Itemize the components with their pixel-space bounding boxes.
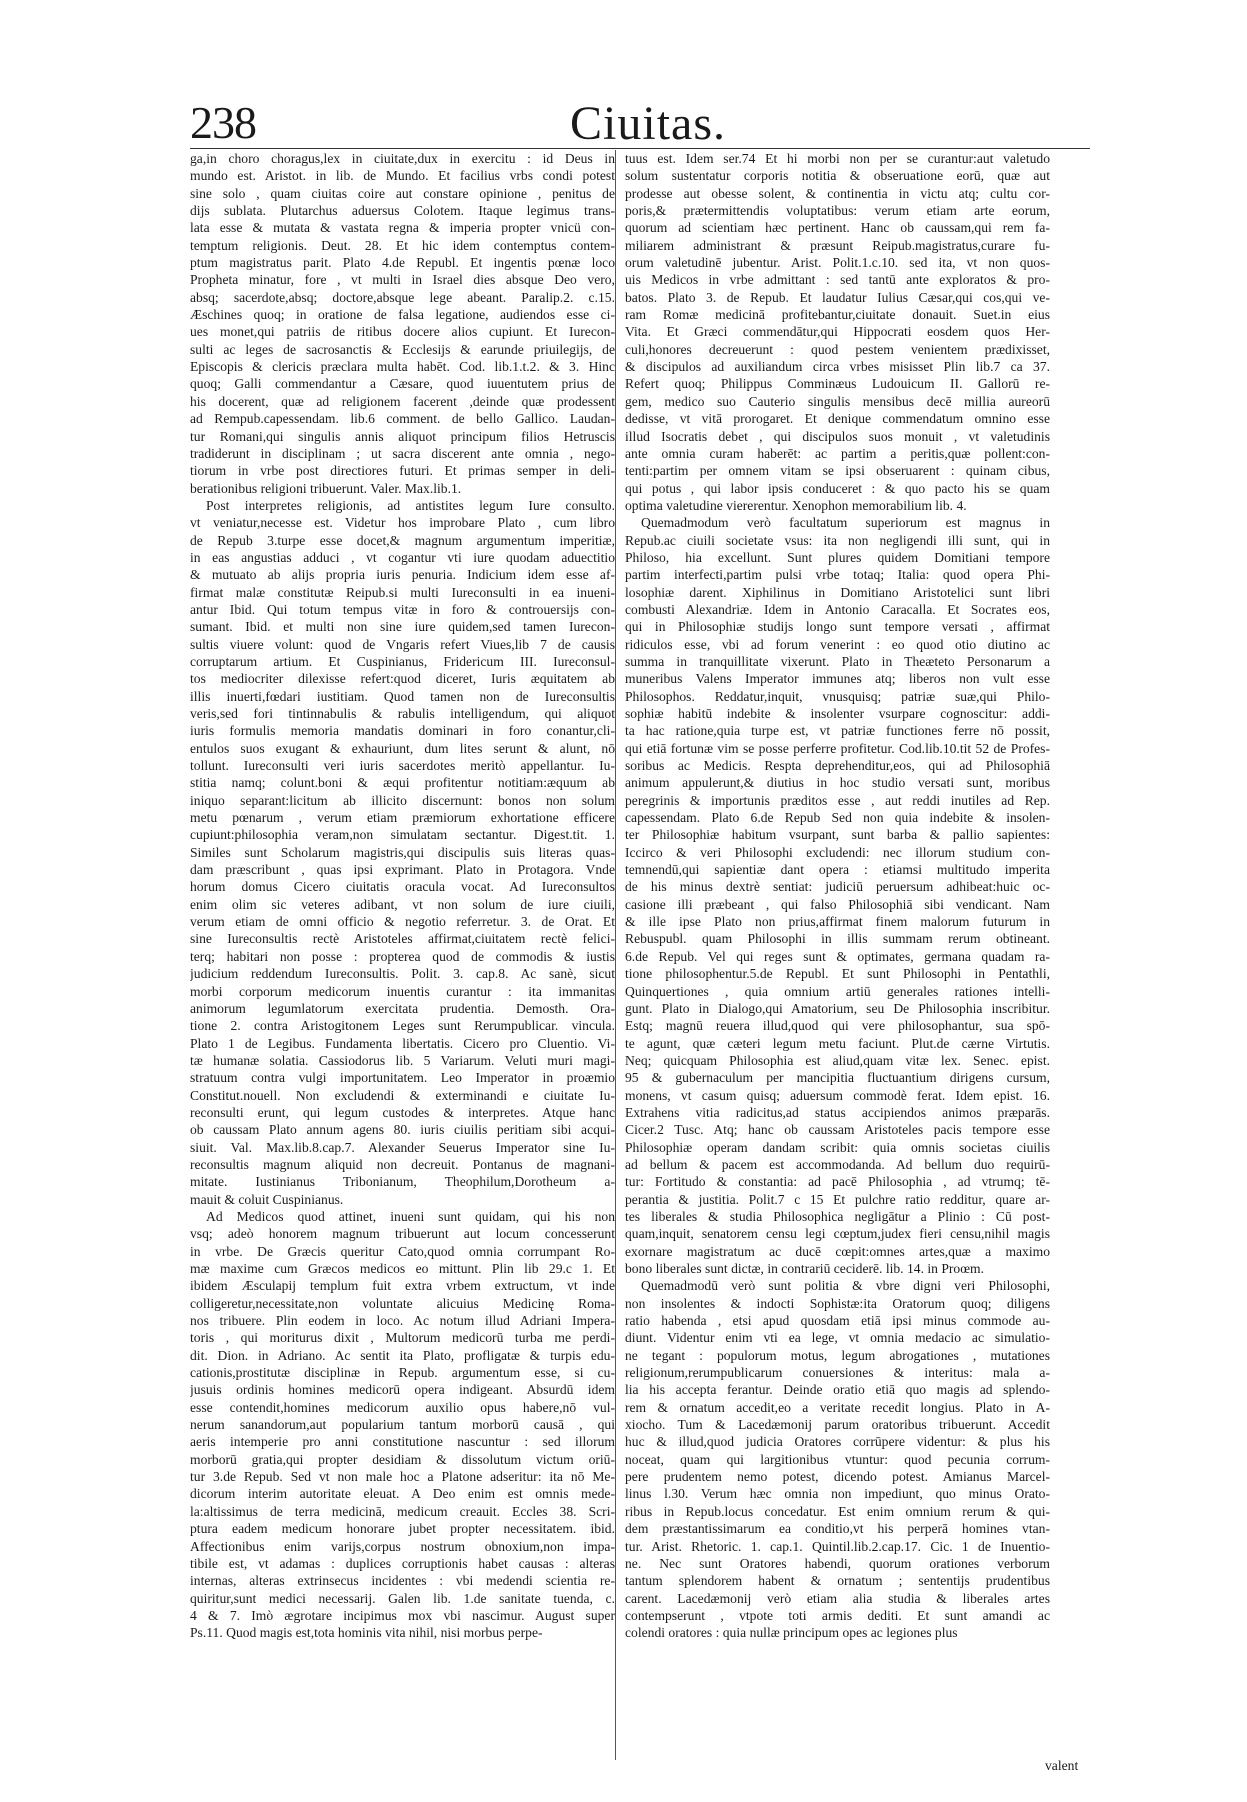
text-line: 4 & 7. Imò ægrotare incipimus mox vbi nascimur. August super <box>190 1607 615 1623</box>
text-line: Similes sunt Scholarum magistris,qui discipulis suis literas quas- <box>190 844 615 860</box>
text-line: reconsultis magnum aliquid non decreuit. Pontanus de magnani- <box>190 1156 615 1172</box>
text-line: sumant. Ibid. et multi non sine iure quidem,sed tamen Iurecon- <box>190 619 615 635</box>
text-line: batos. Plato 3. de Repub. Et laudatur Iulius Cæsar,qui cos,qui ve- <box>625 289 1050 305</box>
text-line: sophiæ habitū indebite & insolenter vsurpare cognoscitur: addi- <box>625 706 1050 721</box>
text-line: losophiæ darent. Xiphilinus in Domitiano Aristotelici sunt libri <box>625 584 1050 600</box>
text-line: colligeretur,necessitate,non voluntate alicuius Medicinę Roma- <box>190 1295 615 1311</box>
text-line: Vita. Et Græci commendātur,qui Hippocrati eosdem quos Her- <box>625 324 1050 340</box>
text-line: dam præscribunt , quas ipsi exprimant. Plato in Protagora. Vnde <box>190 862 615 878</box>
text-line: jusuis ordinis homines medicorū opera indigeant. Absurdū idem <box>190 1382 615 1398</box>
text-line: qui in Philosophiæ studijs longo sunt tempore versati , affirmat <box>625 619 1050 635</box>
text-line: miliarem administrant & præsunt Reipub.magistratus,curare fu- <box>625 237 1050 253</box>
text-line: orum valetudinē jubentur. Arist. Polit.1.c.10. sed ita, vt non quos- <box>625 255 1050 271</box>
text-line: antur Ibid. Qui totum tempus vitæ in foro & controuersijs con- <box>190 601 615 617</box>
text-line: ram Romæ medicinā profitebantur,ciuitate donauit. Suet.in eius <box>625 307 1050 323</box>
text-line: qui potus , qui labor ipsis conduceret : & quo pacto his se quam <box>625 480 1050 496</box>
text-line: tur. Arist. Rhetoric. 1. cap.1. Quintil.lib.2.cap.17. Cic. 1 de Inuentio- <box>625 1538 1050 1554</box>
text-line: tiorum in vrbe post directiores futuri. Et primas semper in deli- <box>190 463 615 479</box>
text-line: enim olim sic veteres adibant, vt non solum de iure ciuili, <box>190 896 615 912</box>
text-line: Quemadmodum verò facultatum superiorum est magnus in <box>641 515 1050 531</box>
text-line: tes liberales & studia Philosophica negligātur a Plinio : Cū post- <box>625 1208 1050 1224</box>
text-line: quorum ad scientiam hæc pertinent. Hanc ob caussam,qui rem fa- <box>625 220 1050 236</box>
text-line: lia his accepta ferantur. Deinde oratio etiā quo magis ad splendo- <box>625 1382 1050 1398</box>
text-line: toris , qui moriturus dixit , Multorum medicorū turba me perdi- <box>190 1330 615 1346</box>
text-line: Rebuspubl. quam Philosophi in illis summam rerum obtineant. <box>625 931 1050 947</box>
text-line: capessendam. Plato 6.de Repub Sed non quia indebite & insolen- <box>625 810 1050 826</box>
text-line: cupiunt:philosophia veram,non simulatam sectantur. Digest.tit. 1. <box>190 827 615 843</box>
text-line: morborū gratia,qui propter desidiam & dissolutum victum oriū- <box>190 1451 615 1467</box>
text-line: diunt. Videntur enim vti ea lege, vt omnia medacio ac simulatio- <box>625 1330 1050 1346</box>
text-line: in vrbe. De Græcis queritur Cato,quod omnia corrumpant Ro- <box>190 1243 615 1259</box>
text-line: solum sustentatur corporis notitia & obseruatione eorū, quæ aut <box>625 168 1050 184</box>
text-line: illud Isocratis debet , qui discipulos suos monuit , vt valetudinis <box>625 428 1050 444</box>
text-line: exornare magistratum ac ducē cœpit:omnes artes,quæ a maximo <box>625 1243 1050 1259</box>
text-line: dicorum interim autoritate eleuat. A Deo enim est omnis mede- <box>190 1486 615 1502</box>
text-line: vt veniatur,necesse est. Videtur hos improbare Plato , cum libro <box>190 515 615 531</box>
text-line: sine Iureconsultis rectè Aristoteles affirmat,ciuitatem rectè felici- <box>190 931 615 947</box>
text-line: tur: Fortitudo & constantia: ad pacē Philosophia , ad vtrumq; tē- <box>625 1174 1050 1190</box>
text-line: veris,sed fori tintinnabulis & rabulis intelligendum, qui aliquot <box>190 706 615 721</box>
text-line: tuus est. Idem ser.74 Et hi morbi non per se curantur:aut valetudo <box>625 151 1050 166</box>
text-line: mauit & coluit Cuspinianus. <box>190 1191 344 1207</box>
text-line: la:altissimus de terra medicinā, medicum creauit. Eccles 38. Scri- <box>190 1503 615 1519</box>
text-line: quam,inquit, senatorem censu legi cœptum,judex fieri censu,nihil magis <box>625 1226 1050 1242</box>
text-line: ribus in Repub.locus concedatur. Est enim omnium rerum & qui- <box>625 1503 1050 1519</box>
text-line: in eas angustias adduci , vt cogantur vti iure quodam aduectitio <box>190 549 615 565</box>
text-line: lata esse & mutata & vastata regna & imperia propter vnicü con- <box>190 220 615 236</box>
text-line: iuris formulis memoria mandatis dominari in foro conantur,cli- <box>190 723 615 739</box>
text-line: ne tegant : populorum motus, legum abrogationes , mutationes <box>625 1347 1050 1363</box>
text-line: gunt. Plato in Dialogo,qui Amatorium, seu De Philosophia inscribitur. <box>625 1000 1050 1016</box>
text-line: stratuum contra vulgi importunitatem. Leo Imperator in proæmio <box>190 1070 615 1086</box>
text-line: combusti Alexandriæ. Idem in Antonio Caracalla. Et Socrates eos, <box>625 601 1050 617</box>
text-line: vsq; adeò honorem magnum tribuerunt aut locum concesserunt <box>190 1226 615 1242</box>
text-line: Episcopis & clericis præclara multa habēt. Cod. lib.1.t.2. & 3. Hinc <box>190 359 615 375</box>
text-line: cationis,prostitutæ disciplinæ in Repub. argumentum esse, si cu- <box>190 1365 615 1381</box>
page-header <box>190 96 1090 156</box>
text-line: absq; sacerdote,absq; doctore,absque lege abeant. Paralip.2. c.15. <box>190 289 615 305</box>
text-line: ter Philosophiæ habitum vsurpant, sunt barba & pallio sapientes: <box>625 827 1050 843</box>
text-line: quoq; Galli commendantur a Cæsare, quod iuuentutem prius de <box>190 376 615 392</box>
text-line: mitate. Iustinianus Tribonianum, Theophilum,Dorotheum a- <box>190 1174 615 1190</box>
text-line: animum appulerunt,& diutius in hoc studio versati sunt, moribus <box>625 775 1050 791</box>
text-line: ante omnia curam haberēt: ac partim a peritis,quæ pollent:con- <box>625 445 1050 461</box>
text-line: Neq; quicquam Philosophia est aliud,quam vitæ lex. Senec. epist. <box>625 1052 1050 1068</box>
text-line: xiocho. Tum & Lacedæmonij parum oratoribus tribuerunt. Accedit <box>625 1417 1050 1433</box>
text-line: tur 3.de Repub. Sed vt non male hoc a Platone adseritur: ita nō Me- <box>190 1469 615 1485</box>
text-line: tione philosophentur.5.de Republ. Et sunt Philosophi in Pentathli, <box>625 966 1050 982</box>
right-column <box>625 150 1050 1760</box>
text-line: metu pœnarum , verum etiam præmiorum exhortatione efficere <box>190 810 615 826</box>
text-line: ptura eadem medicum honorare jubet propter necessitatem. ibid. <box>190 1521 615 1537</box>
text-line: ibidem Æsculapij templum fuit extra vrbem extructum, vt inde <box>190 1278 615 1294</box>
text-line: internas, alteras extrinsecus incidentes : vbi medendi scientia re- <box>190 1573 615 1589</box>
text-line: ad bellum & pacem est accommodanda. Ad bellum duo requirū- <box>625 1156 1050 1172</box>
text-line: Refert quoq; Philippus Comminæus Ludouicum II. Gallorū re- <box>625 376 1050 392</box>
text-line: ne. Nec sunt Oratores habendi, quorum orationes verborum <box>625 1555 1050 1571</box>
text-line: iniquo separant:licitum ab illicito discernunt: bonos non solum <box>190 792 615 808</box>
text-line: monens, vt casum quisq; aduersum commodè ferat. Idem epist. 16. <box>625 1087 1050 1103</box>
text-line: tollunt. Iureconsulti veri iuris sacerdotes meritò appellantur. Iu- <box>190 758 615 774</box>
text-line: mundo est. Aristot. in lib. de Mundo. Et facilius vrbs condi potest <box>190 168 615 184</box>
text-line: perantia & justitia. Polit.7 c 15 Et pulchre ratio redditur, quare ar- <box>625 1191 1050 1207</box>
text-line: linus l.30. Verum hæc omnia non impediunt, quo minus Orato- <box>625 1486 1050 1502</box>
text-line: his docerent, quæ ad religionem facerent ,deinde quæ prodessent <box>190 393 615 409</box>
text-line: Iccirco & veri Philosophi excludendi: nec illorum studium con- <box>625 844 1050 860</box>
text-line: soribus ac Medicis. Respta deprehenditur,eos, qui ad Philosophiā <box>625 758 1050 774</box>
text-line: ridiculos esse, vbi ad forum venerint : eo quod otio diutino ac <box>625 636 1050 652</box>
text-line: Affectionibus enim varijs,corpus nostrum obnoxium,non impa- <box>190 1538 615 1554</box>
text-line: tos mediocriter dilexisse refert:quod diceret, Iuris æquitatem ab <box>190 671 615 687</box>
header-rule <box>190 148 1090 149</box>
text-line: muneribus Valens Imperator immunes atq; liberos non vult esse <box>625 671 1050 687</box>
text-line: tenti:partim per omnem vitam se ipsi obseruarent : quinam cibus, <box>625 463 1050 479</box>
text-line: carent. Lacedæmonij verò etiam alia studia & liberales artes <box>625 1590 1050 1606</box>
running-head: Ciuitas. <box>570 97 727 150</box>
text-line: tione 2. contra Aristogitonem Leges sunt Rerumpublicar. vincula. <box>190 1018 615 1034</box>
text-line: poris,& prætermittendis voluptatibus: verum etiam arte eorum, <box>625 203 1050 219</box>
text-line: nerum sanandorum,aut popularium tantum morborū causā , qui <box>190 1417 615 1433</box>
text-line: ues monet,qui patriis de ritibus docere alios cupiunt. Et Iurecon- <box>190 324 615 340</box>
text-line: Propheta minatur, fore , vt multi in Israel dies absque Deo vero, <box>190 272 615 288</box>
text-line: pere prudentem nemo potest, dicendo potest. Amianus Marcel- <box>625 1469 1050 1485</box>
text-line: Post interpretes religionis, ad antistites legum Iure consulto. <box>206 497 615 513</box>
text-line: dem præstantissimarum ea conditio,vt his perperā homines vtan- <box>625 1521 1050 1537</box>
text-line: summa in tranquillitate vixerunt. Plato in Theæteto Personarum a <box>625 653 1050 669</box>
text-line: partim interfecti,partim pulsi vrbe totaq; Italia: quod opera Phi- <box>625 567 1050 583</box>
text-line: ratio habenda , etsi apud quosdam etiā ipsi minus commode au- <box>625 1313 1050 1329</box>
text-line: Repub.ac ciuili societate vsus: ita non negligendi illi sunt, qui in <box>625 532 1050 548</box>
text-line: morbi corporum medicorum inuentis curantur : ita immanitas <box>190 983 615 999</box>
text-line: culi,honores decreuerunt : quod pestem venientem prædixisset, <box>625 341 1050 357</box>
text-line: 95 & gubernaculum per mancipitia fluctuantium dirigens cursum, <box>625 1070 1050 1086</box>
text-line: rem & ornatum accedit,eo a veritate recedit longius. Plato in A- <box>625 1399 1050 1415</box>
text-line: Æschines quoq; in oratione de falsa legatione, audiendos esse ci- <box>190 307 615 323</box>
text-line: sine solo , quam ciuitas coire aut constare opinione , penitus de <box>190 185 615 201</box>
text-line: de Repub 3.turpe esse docet,& magnum argumentum imperitiæ, <box>190 532 615 548</box>
page-number: 238 <box>190 97 256 148</box>
text-line: stitia namq; colunt.boni & æqui profitentur notitiam:æquum ab <box>190 775 615 791</box>
text-line: Cicer.2 Tusc. Atq; hanc ob caussam Aristoteles pacis tempore esse <box>625 1122 1050 1138</box>
text-line: dedisse, vt vitā prorogaret. Et denique commendatum omnino esse <box>625 411 1050 427</box>
text-line: 6.de Repub. Vel qui reges sunt & optimates, germana quadam ra- <box>625 948 1050 964</box>
text-line: temnendū,qui sapientiæ dant opera : etiamsi multitudo imperita <box>625 862 1050 878</box>
text-line: dijs sublata. Plutarchus aduersus Colotem. Itaque legimus trans- <box>190 203 615 219</box>
text-line: mæ maxime cum Græcos medicos eo mittunt. Plin lib 29.c 1. Et <box>190 1261 615 1276</box>
text-line: verum etiam de omni officio & negotio referretur. 3. de Orat. Et <box>190 914 615 930</box>
text-line: aeris intemperie pro anni constitutione nascuntur : sed illorum <box>190 1434 615 1450</box>
text-line: uis Medicos in vrbe admittant : sed tantū ante exploratos & pro- <box>625 272 1050 288</box>
text-line: noceat, quam qui largitionibus vtuntur: quod pecunia corrum- <box>625 1451 1050 1467</box>
text-line: berationibus religioni tribuerunt. Valer. Max.lib.1. <box>190 480 462 496</box>
text-line: & mutuato ab alijs propria iuris penuria. Indicium idem esse af- <box>190 567 615 583</box>
text-line: sultis viuere volunt: quod de Vngaris refert Viues,lib 7 de causis <box>190 636 615 652</box>
text-line: tur Romani,qui singulis annis aliquot principum filios Hetruscis <box>190 428 615 444</box>
text-line: religionum,rerumpublicarum conuersiones & interitus: mala a- <box>625 1365 1050 1381</box>
text-line: horum domus Cicero ciuitatis oracula vocat. Ad Iureconsultos <box>190 879 615 895</box>
text-line: Quemadmodū verò sunt politia & vbre digni veri Philosophi, <box>641 1278 1050 1294</box>
text-line: esse contendit,homines medicorum auxilio opus habere,nō vul- <box>190 1399 615 1415</box>
text-line: nos tribuere. Plin eodem in loco. Ac notum illud Adriani Impera- <box>190 1313 615 1329</box>
left-column <box>190 150 615 1760</box>
text-line: sulti ac leges de sacrosanctis & Ecclesijs & earunde priuilegijs, de <box>190 341 615 357</box>
catchword: valent <box>1045 1758 1079 1773</box>
text-line: ta hac ratione,quia turpe est, vt patriæ functiones ferre nō possit, <box>625 723 1050 739</box>
text-line: Philosophos. Reddatur,inquit, vnusquisq; patriæ suæ,qui Philo- <box>625 688 1050 704</box>
text-line: Constitut.nouell. Non excludendi & exterminandi e ciuitate Iu- <box>190 1087 615 1103</box>
text-line: optima valetudine viererentur. Xenophon memorabilium lib. 4. <box>625 497 967 513</box>
text-line: Ad Medicos quod attinet, inueni sunt quidam, qui his non <box>206 1208 615 1224</box>
text-line: quiritur,sunt medici necessarij. Galen lib. 1.de sanitate tuenda, c. <box>190 1590 615 1606</box>
text-line: Philosophiæ operam dandam scribit: quia omnis societas ciuilis <box>625 1139 1050 1155</box>
text-line: dit. Dion. in Adriano. Ac sentit ita Plato, profligatæ & turpis edu- <box>190 1347 615 1363</box>
column-divider <box>615 150 616 1760</box>
text-line: Ps.11. Quod magis est,tota hominis vita nihil, nisi morbus perpe- <box>190 1625 543 1641</box>
text-line: colendi oratores : quia nullæ principum opes ac legiones plus <box>625 1625 958 1641</box>
text-line: Plato 1 de Legibus. Fundamenta libertatis. Cicero pro Cluentio. Vi- <box>190 1035 615 1051</box>
text-line: reconsulti erunt, qui legum custodes & interpretes. Atque hanc <box>190 1104 615 1120</box>
text-line: & discipulos ad auxiliandum circa vrbes misisset Plin lib.7 ca 37. <box>625 359 1050 375</box>
text-line: Estq; magnū reuera illud,quod qui vere philosophantur, sua spō- <box>625 1018 1050 1034</box>
text-line: Quinquertiones , quia omnium artiū generales rationes intelli- <box>625 983 1050 999</box>
text-line: temptum religionis. Deut. 28. Et hic idem contemptus contem- <box>190 237 615 253</box>
text-line: entulos suos exugant & exhauriunt, dum lites serunt & alunt, nō <box>190 740 615 756</box>
text-line: non insolentes & indocti Sophistæ:ita Oratorum quoq; diligens <box>625 1295 1050 1311</box>
text-line: tantum splendorem habent & ornatum ; sententijs prudentibus <box>625 1573 1050 1589</box>
text-line: casione illi præbeant , qui falso Philosophiā sibi vendicant. Nam <box>625 896 1050 912</box>
text-line: judicium reddendum Iureconsultis. Polit. 3. cap.8. Ac sanè, sicut <box>190 966 615 982</box>
text-line: tibile est, vt adamas : duplices corruptionis habet causas : alteras <box>190 1555 615 1571</box>
text-line: firmat malæ constitutæ Reipub.si multi Iureconsulti in ea inueni- <box>190 584 615 600</box>
text-line: qui etiā fortunæ vim se posse perferre profitetur. Cod.lib.10.tit 52 de Profes- <box>625 740 1050 756</box>
text-line: peregrinis & importunis præditos esse , aut reddi inutiles ad Rep. <box>625 792 1050 808</box>
text-line: ptum magistratus parit. Plato 4.de Republ. Et ingentis pœnæ loco <box>190 255 615 271</box>
text-line: prodesse aut obesse solent, & continentia in victu atq; cultu cor- <box>625 185 1050 201</box>
text-line: terq; habitari non posse : propterea quod de commodis & iustis <box>190 948 615 964</box>
text-line: contempserunt , vtpote toti armis dediti. Et sunt amandi ac <box>625 1607 1050 1623</box>
text-line: de his minus dextrè sentiat: judiciū peruersum adhibeat:huic oc- <box>625 879 1050 895</box>
text-line: siuit. Val. Max.lib.8.cap.7. Alexander Seuerus Imperator sine Iu- <box>190 1139 615 1155</box>
text-line: ad Rempub.capessendam. lib.6 comment. de bello Gallico. Laudan- <box>190 411 615 427</box>
text-line: Extrahens vitia radicitus,ad status accipiendos animos præparās. <box>625 1104 1050 1120</box>
text-line: ga,in choro choragus,lex in ciuitate,dux in exercitu : id Deus in <box>190 151 615 166</box>
text-line: illis inuerti,fœdari iustitiam. Quod tamen non de Iureconsultis <box>190 688 615 704</box>
text-line: tradiderunt in disciplinam ; ut sacra discerent ante omnia , nego- <box>190 445 615 461</box>
text-line: tæ humanæ solatia. Cassiodorus lib. 5 Variarum. Veluti muri magi- <box>190 1052 615 1068</box>
text-line: corruptarum artium. Et Cuspinianus, Fridericum III. Iureconsul- <box>190 653 615 669</box>
text-line: & ille ipse Plato non prius,affirmat finem malorum futurum in <box>625 914 1050 930</box>
text-line: Philoso, hia excellunt. Sunt plures quidem Domitiani tempore <box>625 549 1050 565</box>
text-line: animorum legumlatorum exercitata prudentia. Demosth. Ora- <box>190 1000 615 1016</box>
text-line: te agunt, quæ cæteri legum metu faciunt. Plut.de cærne Virtutis. <box>625 1035 1050 1051</box>
text-line: bono liberales sunt dictæ, in contrariū ceciderē. lib. 14. in Proœm. <box>625 1261 985 1276</box>
text-line: ob caussam Plato annum agens 80. iuris ciuilis peritiam sibi acqui- <box>190 1122 615 1138</box>
text-line: huc & illud,quod judicia Oratores corrūpere videntur: & plus his <box>625 1434 1050 1450</box>
text-line: gem, medico suo Cauterio singulis mensibus decē millia aureorū <box>625 393 1050 409</box>
